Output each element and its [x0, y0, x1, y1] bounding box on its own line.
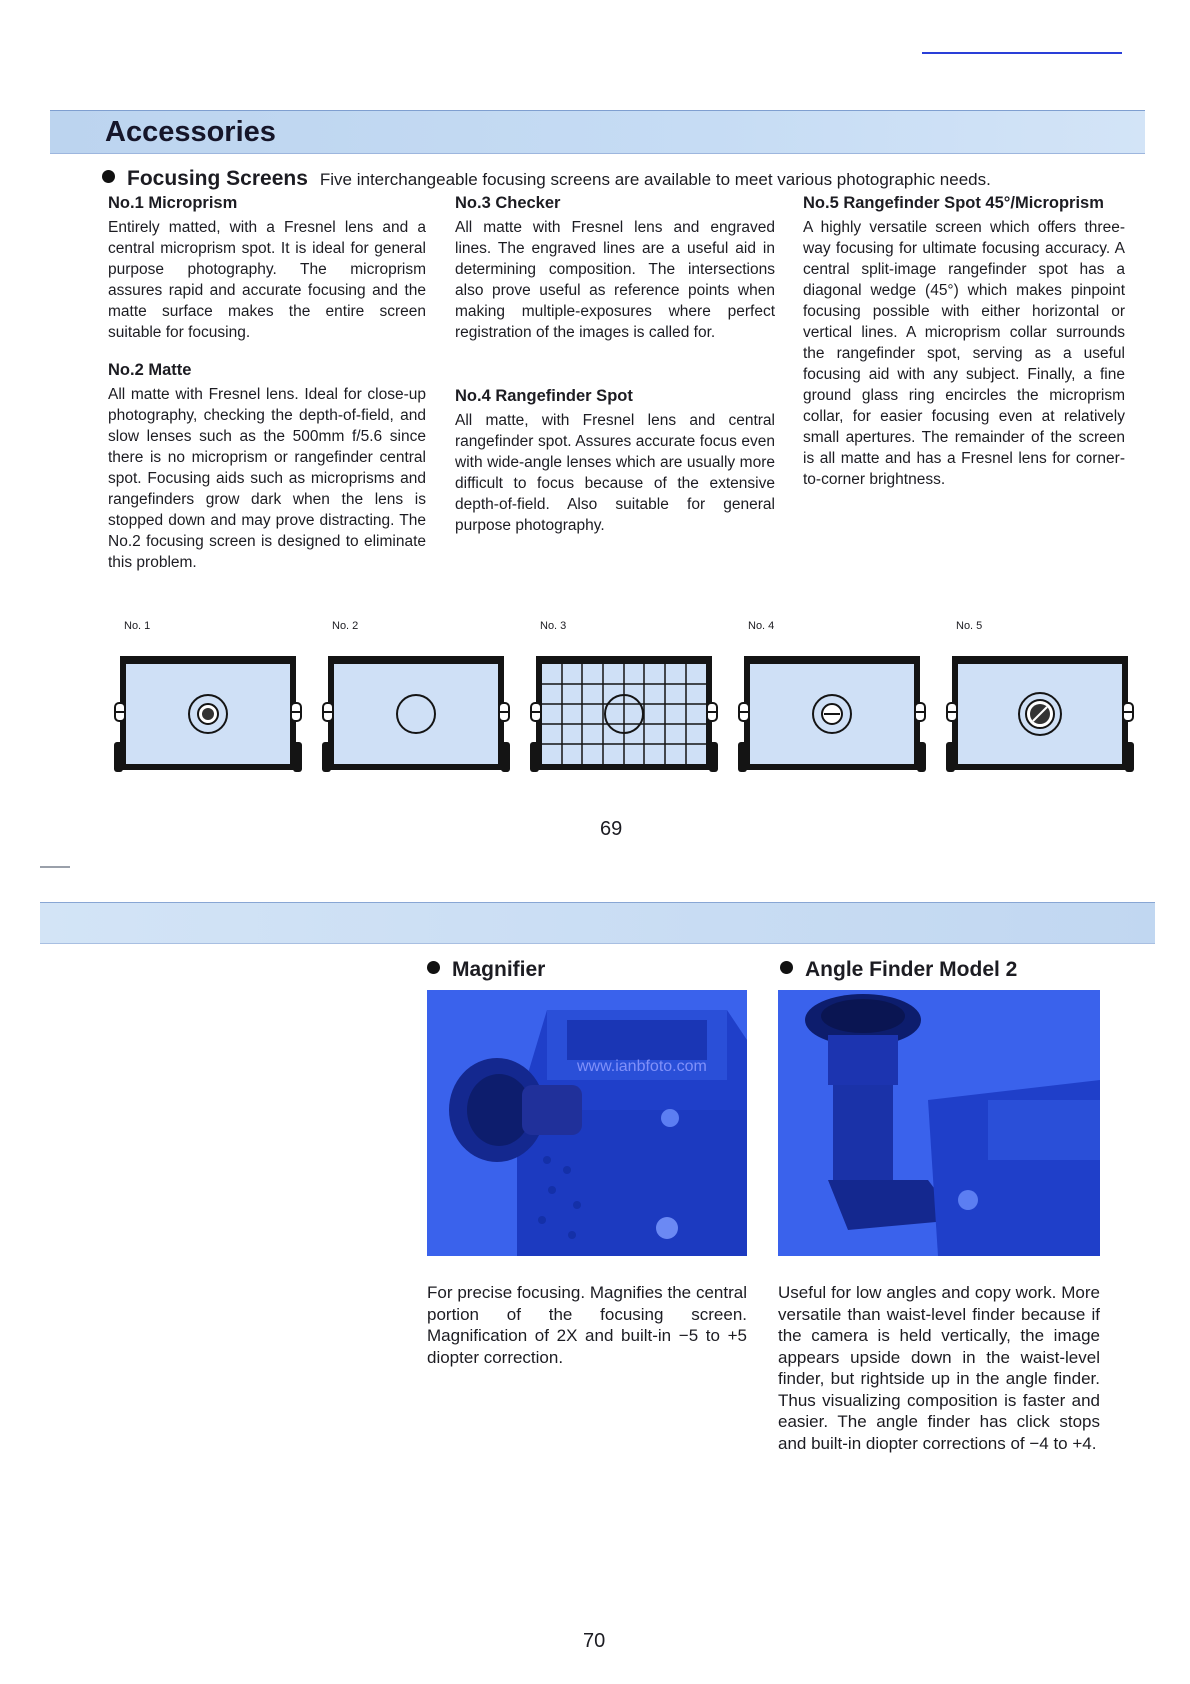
figure-label: No. 4	[748, 620, 775, 632]
screen-description-4	[455, 386, 775, 536]
screen-title: No.3 Checker	[455, 194, 561, 212]
angle-finder-illustration	[778, 990, 1100, 1256]
top-rule	[922, 52, 1122, 54]
screen-figure-2	[318, 618, 514, 778]
bullet-icon	[102, 170, 115, 183]
focusing-screens-intro	[102, 167, 1152, 191]
screen-figure-1	[110, 618, 306, 778]
figure-label: No. 1	[124, 620, 151, 632]
checker-screen-icon	[526, 648, 722, 776]
figure-label: No. 5	[956, 620, 983, 632]
magnifier-photo	[427, 990, 747, 1256]
screen-figure-4	[734, 618, 930, 778]
screen-title: No.4 Rangefinder Spot	[455, 387, 633, 405]
screen-description-1	[108, 193, 426, 343]
section-header-band	[50, 110, 1145, 154]
screen-text: Entirely matted, with a Fresnel lens and a central microprism spot. It is ideal for general purpose photography. The microprism assures rapid and accurate focusing and the matte surface makes the entire screen suitable for focusing.	[108, 219, 426, 341]
focusing-screens-intro-text: Five interchangeable focusing screens are available to meet various photographic needs.	[319, 170, 991, 189]
page2-header-band	[40, 902, 1155, 944]
microprism-screen-icon	[110, 648, 306, 776]
focusing-screens-heading: Focusing Screens	[127, 167, 308, 190]
rangefinder-microprism-screen-icon	[942, 648, 1138, 776]
screen-text: All matte, with Fresnel lens and central rangefinder spot. Assures accurate focus even with wide-angle lenses which are usually more difficult to focus because of the extensive depth-of-field. Also suitable for general purpose photography.	[455, 412, 775, 534]
screen-figure-5	[942, 618, 1138, 778]
angle-finder-heading-text: Angle Finder Model 2	[805, 958, 1018, 981]
magnifier-description: For precise focusing. Magnifies the central portion of the focusing screen. Magnification of 2X and built-in −5 to +5 diopter correction.	[427, 1283, 747, 1367]
angle-finder-heading	[780, 958, 1017, 982]
screen-figure-3	[526, 618, 722, 778]
camera-with-magnifier-illustration	[427, 990, 747, 1256]
page-edge-mark	[40, 866, 70, 868]
screen-text: A highly versatile screen which offers three-way focusing for ultimate focusing accuracy. A central split-image rangefinder spot has a diagonal wedge (45°) which makes pinpoint focusing possible with either horizontal or vertical lines. A microprism collar surrounds the rangefinder spot, serving as a useful focusing aid with any subject. Finally, a fine ground glass ring encircles the microprism collar, for easier focusing even at relatively small apertures. The remainder of the screen is all matte and has a Fresnel lens for corner-to-corner brightness.	[803, 219, 1125, 488]
figure-label: No. 2	[332, 620, 359, 632]
focusing-screen-figures	[110, 618, 1140, 783]
magnifier-heading-text: Magnifier	[452, 958, 546, 981]
screen-description-2	[108, 360, 426, 573]
matte-screen-icon	[318, 648, 514, 776]
screen-title: No.5 Rangefinder Spot 45°/Microprism	[803, 194, 1104, 212]
rangefinder-screen-icon	[734, 648, 930, 776]
page-number-69: 69	[600, 818, 623, 840]
screen-title: No.1 Microprism	[108, 194, 238, 212]
screen-text: All matte with Fresnel lens. Ideal for close-up photography, checking the depth-of-field, and slow lenses such as the 500mm f/5.6 since there is no microprism or rangefinder central spot. Focusing aids such as microprisms and rangefinders grow dark when the lens is stopped down and may prove distracting. The No.2 focusing screen is designed to eliminate this problem.	[108, 386, 426, 571]
section-title: Accessories	[105, 116, 276, 148]
screen-title: No.2 Matte	[108, 361, 192, 379]
screen-description-3	[455, 193, 775, 343]
angle-finder-description: Useful for low angles and copy work. More versatile than waist-level finder because if the camera is held vertically, the image appears upside down in the waist-level finder, but rightside up in the angle finder. Thus visualizing composition is faster and easier. The angle finder has click stops and built-in diopter corrections of −4 to +4.	[778, 1283, 1100, 1453]
bullet-icon	[427, 961, 440, 974]
figure-label: No. 3	[540, 620, 567, 632]
page-number-70: 70	[583, 1630, 606, 1652]
angle-finder-photo	[778, 990, 1100, 1256]
watermark: www.ianbfoto.com	[577, 1058, 707, 1075]
bullet-icon	[780, 961, 793, 974]
magnifier-heading	[427, 958, 545, 982]
screen-text: All matte with Fresnel lens and engraved lines. The engraved lines are a useful aid in determining composition. The intersections also prove useful as reference points when making multiple-exposures where perfect registration of the images is called for.	[455, 219, 775, 341]
screen-description-5	[803, 193, 1125, 490]
